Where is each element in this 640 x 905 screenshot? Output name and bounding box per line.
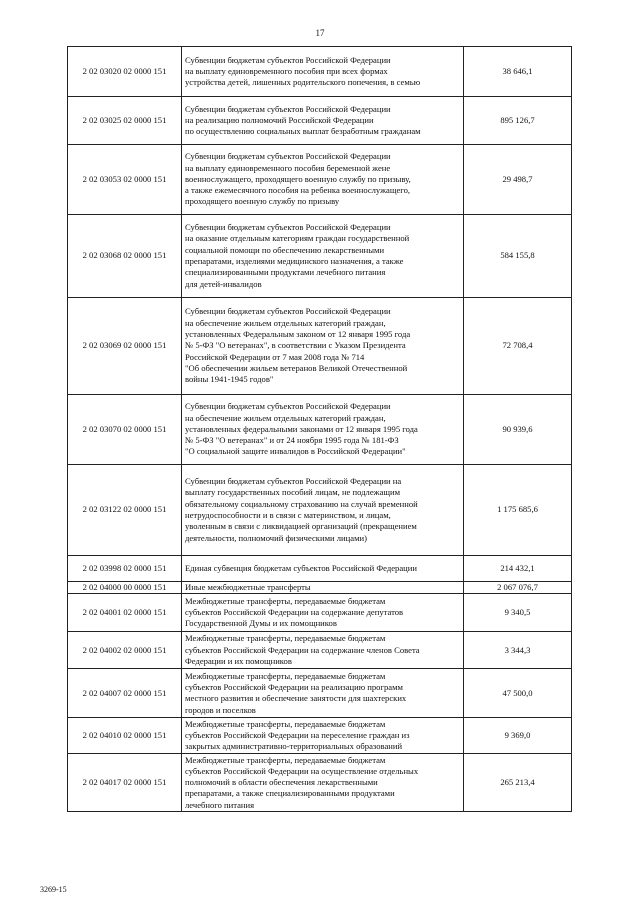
description-line: проходящего военную службу по призыву [185,196,340,207]
description-line: на обеспечение жильем отдельных категорий граждан, [185,412,386,423]
description-line: Субвенции бюджетам субъектов Российской Федерации на [185,476,402,487]
description-line: № 5-ФЗ "О ветеранах", в соответствии с Указом Президента [185,340,406,351]
description-line: Единая субвенция бюджетам субъектов Российской Федерации [185,562,417,573]
table-row [68,556,572,582]
description-line: Субвенции бюджетам субъектов Российской Федерации [185,222,391,233]
budget-revenue-table [67,46,572,812]
table-row [68,465,572,556]
revenue-description [182,395,464,465]
revenue-description [182,47,464,97]
revenue-description [182,465,464,556]
description-line: специализированными продуктами лечебного питания [185,267,386,278]
description-line: № 5-ФЗ "О ветеранах" и от 24 ноября 1995 года № 181-ФЗ [185,435,399,446]
description-line: установленных Федеральным законом от 12 января 1995 года [185,329,411,340]
description-line: Российской Федерации от 7 мая 2008 года № 714 [185,351,365,362]
revenue-description [182,718,464,754]
description-line: субъектов Российской Федерации на содержание членов Совета [185,644,420,655]
classification-code: 2 02 03053 02 0000 151 [68,145,182,215]
description-line: полномочий в области обеспечения лекарственными [185,777,378,788]
page-number: 17 [315,28,325,38]
revenue-description [182,145,464,215]
description-line: Межбюджетные трансферты, передаваемые бюджетам [185,633,386,644]
amount: 214 432,1 [464,556,572,582]
description-line: Межбюджетные трансферты, передаваемые бюджетам [185,718,386,729]
description-line: выплату государственных пособий лицам, не подлежащим [185,487,401,498]
classification-code: 2 02 04002 02 0000 151 [68,632,182,669]
amount: 895 126,7 [464,97,572,145]
classification-code: 2 02 04001 02 0000 151 [68,594,182,632]
description-line: на оказание отдельным категориям граждан государственной [185,233,410,244]
revenue-description [182,582,464,594]
amount: 90 939,6 [464,395,572,465]
description-line: "Об обеспечении жильем ветеранов Великой Отечественной [185,362,408,373]
description-line: Иные межбюджетные трансферты [185,582,311,592]
description-line: по осуществлению социальных выплат безработным гражданам [185,126,421,137]
description-line: военнослужащего, проходящего военную службу по призыву, [185,173,411,184]
table-row [68,97,572,145]
description-line: препаратами, изделиями медицинского назначения, а также [185,256,404,266]
table-row [68,754,572,812]
description-line: Субвенции бюджетам субъектов Российской Федерации [185,151,391,162]
description-line: субъектов Российской Федерации на осуществление отдельных [185,765,419,776]
description-line: деятельности, полномочий физическими лицами) [185,532,367,543]
table-row [68,395,572,465]
amount: 265 213,4 [464,754,572,812]
description-line: Межбюджетные трансферты, передаваемые бюджетам [185,670,386,681]
classification-code: 2 02 03070 02 0000 151 [68,395,182,465]
table-row [68,215,572,298]
description-line: Федерации и их помощников [185,655,292,666]
amount: 72 708,4 [464,298,572,395]
table-row [68,298,572,395]
description-line: Межбюджетные трансферты, передаваемые бюджетам [185,754,386,765]
table-row [68,145,572,215]
description-line: субъектов Российской Федерации на реализацию программ [185,682,403,692]
table-row [68,718,572,754]
revenue-description [182,298,464,395]
description-line: Государственной Думы и их помощников [185,618,337,629]
description-line: на реализацию полномочий Российской Федерации [185,114,374,125]
amount: 47 500,0 [464,669,572,718]
classification-code: 2 02 04000 00 0000 151 [68,582,182,594]
description-line: на выплату единовременного пособия при всех формах [185,65,388,76]
description-line: "О социальной защите инвалидов в Российской Федерации" [185,446,406,457]
amount: 9 340,5 [464,594,572,632]
table-row [68,632,572,669]
amount: 2 067 076,7 [464,582,572,594]
description-line: лечебного питания [185,799,255,810]
description-line: субъектов Российской Федерации на переселение граждан из [185,730,410,741]
description-line: Субвенции бюджетам субъектов Российской Федерации [185,103,391,114]
amount: 3 344,3 [464,632,572,669]
description-line: а также ежемесячного пособия на ребенка военнослужащего, [185,185,411,196]
table-row [68,47,572,97]
classification-code: 2 02 04010 02 0000 151 [68,718,182,754]
classification-code: 2 02 03122 02 0000 151 [68,465,182,556]
description-line: нетрудоспособности и в связи с материнством, и лицам, [185,510,391,520]
classification-code: 2 02 04007 02 0000 151 [68,669,182,718]
amount: 1 175 685,6 [464,465,572,556]
classification-code: 2 02 03068 02 0000 151 [68,215,182,298]
description-line: Субвенции бюджетам субъектов Российской Федерации [185,306,391,317]
classification-code: 2 02 03069 02 0000 151 [68,298,182,395]
revenue-description [182,754,464,812]
amount: 584 155,8 [464,215,572,298]
description-line: уволенным в связи с ликвидацией организаций (прекращением [185,521,417,532]
table-body [68,47,572,812]
revenue-description [182,632,464,669]
amount: 29 498,7 [464,145,572,215]
description-line: субъектов Российской Федерации на содержание депутатов [185,607,404,618]
amount: 9 369,0 [464,718,572,754]
description-line: закрытых административно-территориальных образований [185,741,403,752]
description-line: устройства детей, лишенных родительского попечения, в семью [185,77,421,88]
revenue-description [182,215,464,298]
amount: 38 646,1 [464,47,572,97]
description-line: обязательному социальному страхованию на случай временной [185,498,418,509]
description-line: на обеспечение жильем отдельных категорий граждан, [185,317,386,328]
description-line: установленных федеральными законами от 12 января 1995 года [185,423,418,434]
revenue-description [182,97,464,145]
classification-code: 2 02 03020 02 0000 151 [68,47,182,97]
revenue-description [182,594,464,632]
table-row [68,669,572,718]
classification-code: 2 02 03998 02 0000 151 [68,556,182,582]
description-line: Межбюджетные трансферты, передаваемые бюджетам [185,595,386,606]
description-line: на выплату единовременного пособия беременной жене [185,162,391,173]
classification-code: 2 02 03025 02 0000 151 [68,97,182,145]
description-line: местного развития и обеспечение занятости для шахтерских [185,693,407,704]
description-line: препаратами, а также специализированными продуктами [185,788,395,799]
description-line: Субвенции бюджетам субъектов Российской Федерации [185,401,391,412]
description-line: для детей-инвалидов [185,278,262,289]
description-line: социальной помощи по обеспечению лекарственными [185,244,385,255]
revenue-description [182,556,464,582]
description-line: городов и поселков [185,704,256,715]
table-row [68,594,572,632]
revenue-description [182,669,464,718]
document-code: 3269-15 [40,885,67,894]
description-line: Субвенции бюджетам субъектов Российской Федерации [185,54,391,65]
classification-code: 2 02 04017 02 0000 151 [68,754,182,812]
table-row [68,582,572,594]
description-line: войны 1941-1945 годов" [185,374,274,385]
